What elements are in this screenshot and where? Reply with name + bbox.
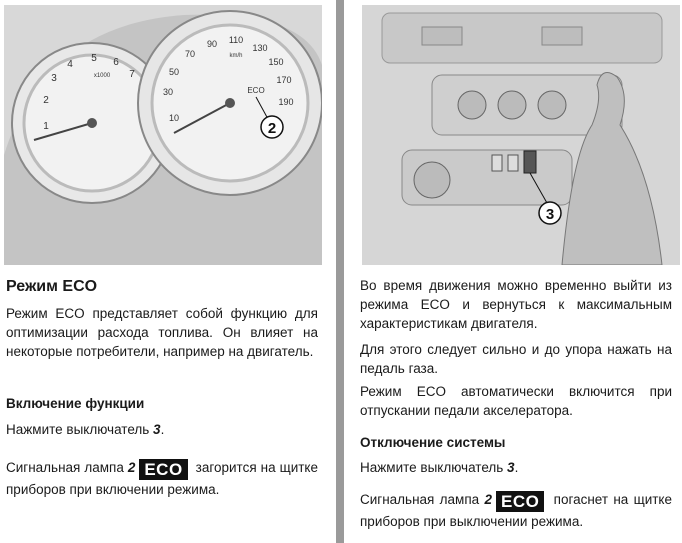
tach-tick-4: 4 <box>67 59 73 70</box>
right-paragraph-3: Режим ECO автоматически включится при отпускании педали акселератора. <box>360 384 672 418</box>
lamp-off-ref: 2 <box>484 492 492 507</box>
disable-step <box>360 458 672 477</box>
speed-tick-10: 10 <box>168 113 180 123</box>
lamp-off-rest: погаснет на щитке приборов при выключении режима. <box>360 492 673 529</box>
speed-tick-190: 190 <box>278 97 294 107</box>
callout-2: 2 <box>267 120 277 137</box>
tach-tick-5: 5 <box>91 53 97 64</box>
enable-step-text: Нажмите выключатель <box>6 422 154 437</box>
enable-step-ref: 3 <box>153 422 161 437</box>
speed-tick-110: 110 <box>228 35 244 45</box>
column-divider <box>336 0 344 543</box>
enable-step <box>6 420 318 439</box>
callout-3: 3 <box>545 206 555 223</box>
eco-badge-icon: ECO <box>496 491 544 512</box>
lamp-on-ref: 2 <box>127 460 136 475</box>
speed-tick-50: 50 <box>168 67 180 77</box>
enable-step-end: . <box>160 422 165 437</box>
eco-badge-icon: ECO <box>139 459 187 480</box>
speed-unit: km/h <box>229 53 243 59</box>
console-drawing <box>362 5 680 265</box>
console-illustration <box>362 5 680 265</box>
right-column <box>352 0 682 543</box>
right-paragraph-1: Во время движения можно временно выйти из режима ECO и вернуться к максимальным характеристикам двигателя. <box>360 278 672 331</box>
tach-tick-1: 1 <box>43 121 49 132</box>
tach-tick-2: 2 <box>43 95 49 106</box>
disable-step-end: . <box>514 460 519 475</box>
tach-tick-7: 7 <box>129 69 135 80</box>
tach-unit: x1000 <box>93 73 111 79</box>
section-title: Режим ECO <box>6 278 98 295</box>
lamp-off-text: Сигнальная лампа <box>360 492 485 507</box>
lamp-on-rest: загорится на щитке приборов при включении режима. <box>6 460 318 497</box>
tach-tick-6: 6 <box>113 57 119 68</box>
enable-heading: Включение функции <box>6 396 145 411</box>
speed-tick-70: 70 <box>184 49 196 59</box>
instrument-cluster-illustration <box>4 5 322 265</box>
speed-tick-130: 130 <box>252 43 268 53</box>
speed-tick-170: 170 <box>276 75 292 85</box>
disable-step-text: Нажмите выключатель <box>360 460 508 475</box>
lamp-on-paragraph <box>6 458 318 499</box>
eco-indicator-label: ECO <box>247 86 265 95</box>
speed-tick-30: 30 <box>162 87 174 97</box>
disable-step-ref: 3 <box>507 460 515 475</box>
speed-tick-90: 90 <box>206 39 218 49</box>
instrument-cluster-drawing <box>4 5 322 265</box>
lamp-off-paragraph <box>360 490 672 531</box>
intro-paragraph: Режим ECO представляет собой функцию для оптимизации расхода топлива. Он влияет на некоторые потребители, например на двигатель. <box>6 306 318 359</box>
right-paragraph-2: Для этого следует сильно и до упора нажать на педаль газа. <box>360 342 672 376</box>
tach-tick-3: 3 <box>51 73 57 84</box>
lamp-on-text: Сигнальная лампа <box>6 460 128 475</box>
disable-heading: Отключение системы <box>360 435 506 450</box>
speed-tick-150: 150 <box>268 57 284 67</box>
left-column <box>0 0 330 543</box>
